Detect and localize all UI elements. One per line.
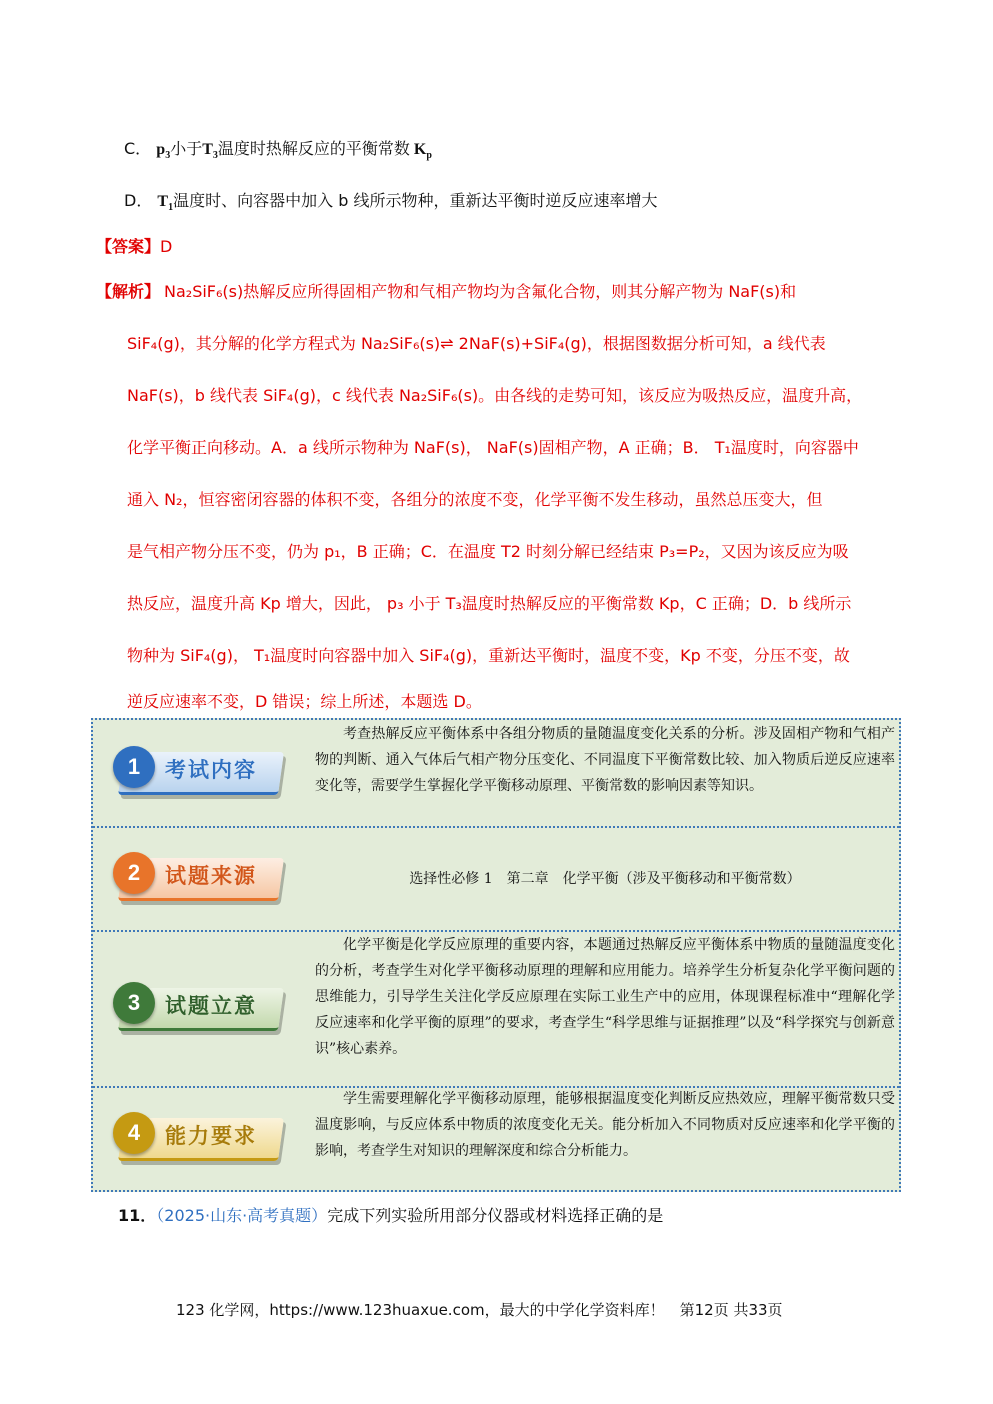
answer-value: D: [160, 237, 173, 256]
pressure-symbol: $p_3$: [156, 141, 171, 162]
option-d-text-2: 线所示物种，重新达平衡时逆反应速率增大: [353, 191, 658, 210]
badge-exam-content: [113, 742, 283, 798]
answer: [96, 234, 172, 257]
question-source[interactable]: （2025·山东·高考真题）: [156, 1206, 328, 1225]
option-d-letter: D．: [124, 191, 153, 210]
badge-ability: [113, 1108, 283, 1164]
option-d-text-1: 温度时、向容器中加入: [173, 191, 334, 210]
summary-text-source: 选择性必修 1 第二章 化学平衡（涉及平衡移动和平衡常数）: [409, 871, 801, 887]
analysis-line-4: 化学平衡正向移动。A．a 线所示物种为 NaF(s)， NaF(s)固相产物，A 正确；B． T₁温度时，向容器中: [127, 438, 859, 457]
summary-text-intent: 化学平衡是化学反应原理的重要内容，本题通过热解反应平衡体系中物质的量随温度变化的分析，考查学生对化学平衡移动原理的理解和应用能力。培养学生分析复杂化学平衡问题的思维能力，引导学生关注化学反应原理在实际工业生产中的应用，体现课程标准中“理解化学反应速率和化学平衡的原理”的要求，考查学生“科学思维与证据推理”以及“科学探究与创新意识”核心素养。: [315, 937, 895, 1057]
kp-symbol: $K_p$: [413, 141, 432, 162]
badge-label: 试题来源: [165, 863, 257, 888]
question-11: [118, 1203, 663, 1226]
analysis-line-2: SiF₄(g)，其分解的化学方程式为 Na₂SiF₆(s)⇌ 2NaF(s)+SiF₄(g)，根据图数据分析可知，a 线代表: [127, 334, 826, 353]
option-c-text-2: 温度时热解反应的平衡常数: [217, 139, 410, 158]
option-c-letter: C．: [124, 139, 152, 158]
summary-row-ability: [93, 1086, 899, 1192]
analysis-line-9: 逆反应速率不变，D 错误；综上所述，本题选 D。: [127, 692, 482, 711]
analysis-line-3: NaF(s)，b 线代表 SiF₄(g)，c 线代表 Na₂SiF₆(s)。由各线的走势可知，该反应为吸热反应，温度升高，: [127, 386, 863, 405]
number-circle: 2: [113, 852, 155, 894]
answer-tag: 【答案】: [96, 237, 161, 256]
question-number: 11．: [118, 1206, 157, 1225]
badge-label: 考试内容: [165, 757, 257, 782]
analysis-tag: 【解析】: [96, 282, 161, 301]
summary-row-exam-content: [93, 720, 899, 828]
summary-row-intent: [93, 930, 899, 1088]
badge-label: 能力要求: [165, 1123, 257, 1148]
summary-text-ability: 学生需要理解化学平衡移动原理，能够根据温度变化判断反应热效应，理解平衡常数只受温度影响，与反应体系中物质的浓度变化无关。能分析加入不同物质对反应速率和化学平衡的影响，考查学生对知识的理解深度和综合分析能力。: [315, 1091, 895, 1159]
option-c-text-1: 小于: [170, 139, 203, 158]
badge-intent: [113, 978, 283, 1034]
analysis-line-6: 是气相产物分压不变，仍为 p₁，B 正确；C．在温度 T2 时刻分解已经结束 P₃=P₂，又因为该反应为吸: [127, 542, 849, 561]
number-circle: 4: [113, 1112, 155, 1154]
number-circle: 3: [113, 982, 155, 1024]
number-circle: 1: [113, 746, 155, 788]
analysis-line-8: 物种为 SiF₄(g)， T₁温度时向容器中加入 SiF₄(g)，重新达平衡时，温度不变，Kp 不变，分压不变，故: [127, 646, 850, 665]
analysis-line-1: Na₂SiF₆(s)热解反应所得固相产物和气相产物均为含氟化合物，则其分解产物为 NaF(s)和: [164, 282, 797, 301]
temperature-symbol: $T_1$: [157, 193, 174, 214]
temperature-symbol: $T_3$: [202, 141, 218, 162]
option-c: [124, 136, 432, 161]
badge-label: 试题立意: [165, 993, 257, 1018]
page-footer: 123 化学网，https://www.123huaxue.com，最大的中学化学资料库！ 第12页 共33页: [176, 1301, 783, 1319]
question-text: 完成下列实验所用部分仪器或材料选择正确的是: [327, 1206, 664, 1225]
option-d: [124, 188, 657, 213]
analysis-line-5: 通入 N₂，恒容密闭容器的体积不变，各组分的浓度不变，化学平衡不发生移动，虽然总压变大，但: [127, 490, 823, 509]
option-d-b: b: [338, 191, 349, 210]
summary-table: [91, 718, 901, 1192]
badge-source: [113, 848, 283, 904]
summary-text-exam-content: 考查热解反应平衡体系中各组分物质的量随温度变化关系的分析。涉及固相产物和气相产物的判断、通入气体后气相产物分压变化、不同温度下平衡常数比较、加入物质后逆反应速率变化等，需要学生掌握化学平衡移动原理、平衡常数的影响因素等知识。: [315, 726, 895, 794]
summary-row-source: [93, 826, 899, 932]
analysis-line-7: 热反应，温度升高 Kp 增大，因此， p₃ 小于 T₃温度时热解反应的平衡常数 Kp，C 正确；D．b 线所示: [127, 594, 852, 613]
